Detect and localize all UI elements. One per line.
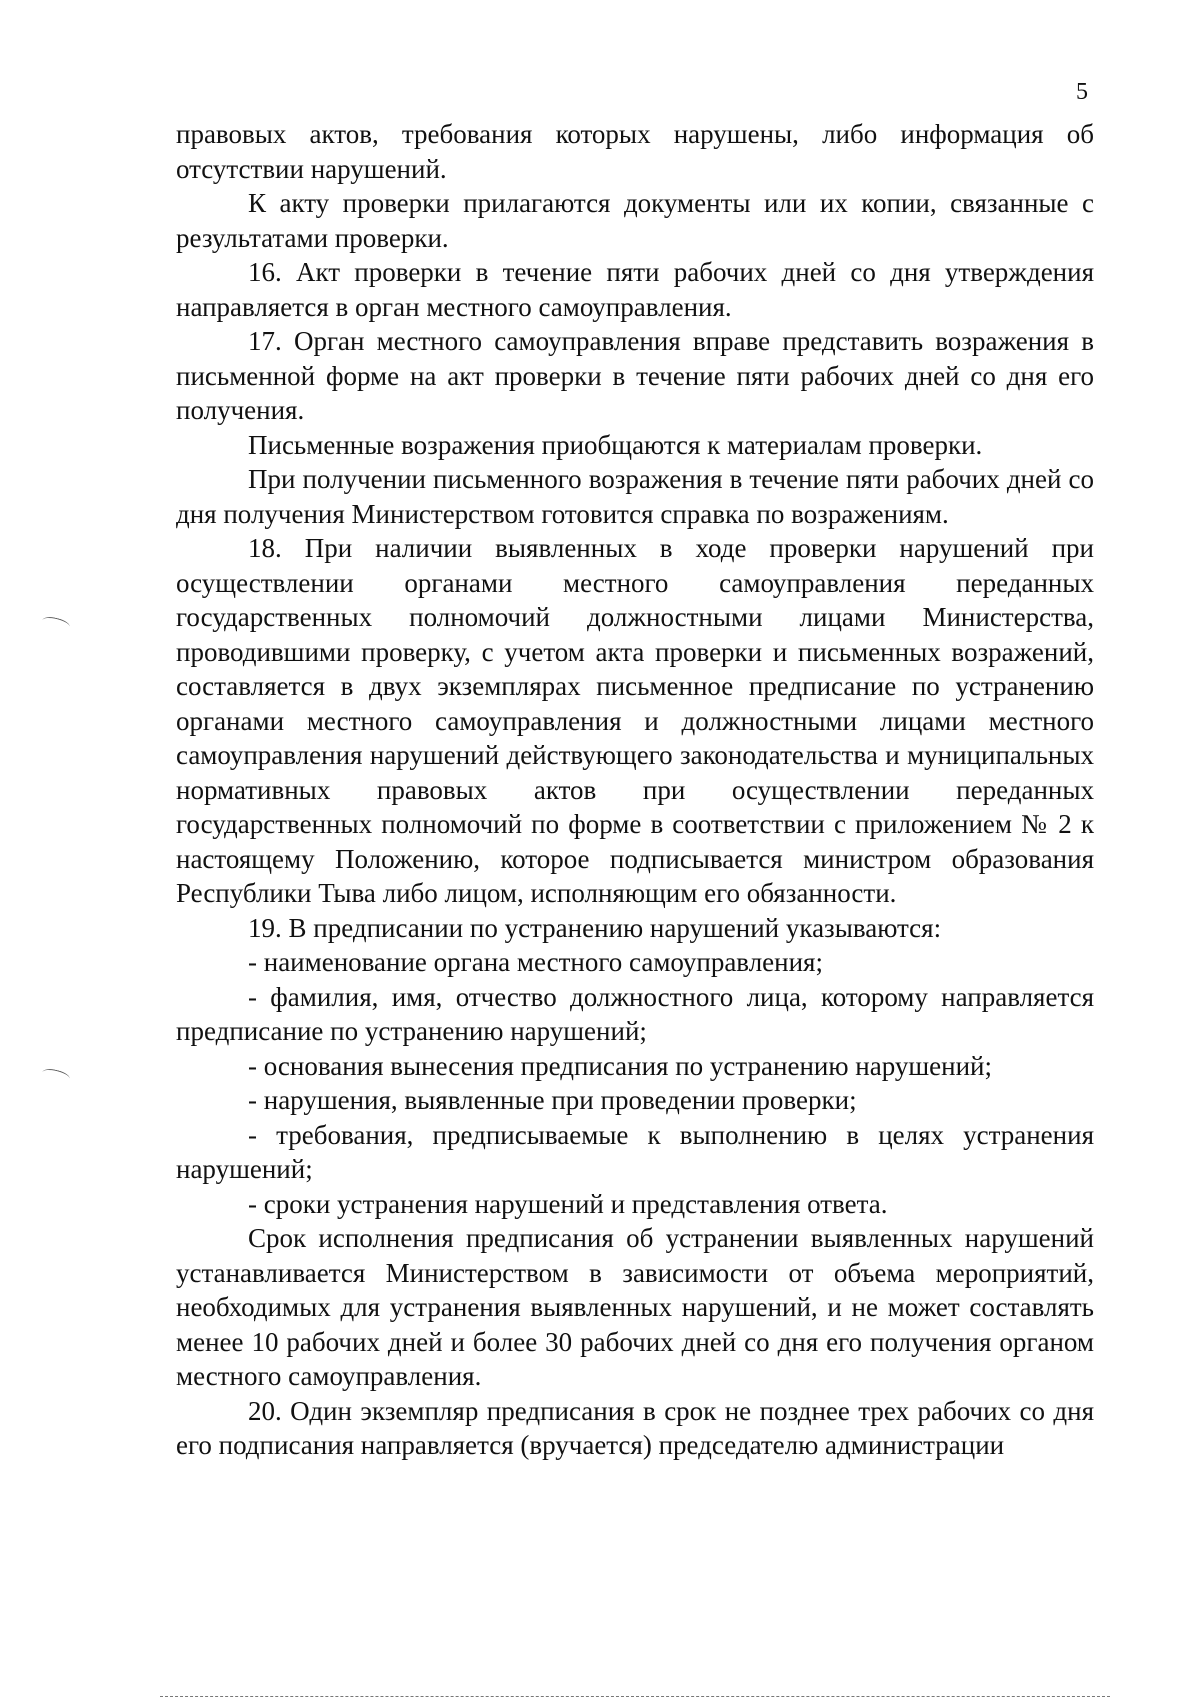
- page-number: 5: [1076, 79, 1088, 105]
- paragraph-item-16: 16. Акт проверки в течение пяти рабочих дней со дня утверждения направляется в орган местного самоуправления.: [176, 257, 1094, 322]
- list-item: - наименование органа местного самоуправления;: [248, 947, 823, 977]
- paragraph-item-19: 19. В предписании по устранению нарушений указываются:: [248, 912, 942, 943]
- paragraph-item-20: 20. Один экземпляр предписания в срок не позднее трех рабочих со дня его подписания направляется (вручается) председателю администрации: [176, 1395, 1094, 1460]
- paragraph-item-18: 18. При наличии выявленных в ходе проверки нарушений при осуществлении органами местного самоуправления переданных государственных полномочий должностными лицами Министерства, проводившими проверку, с учетом акта проверки и письменных возражений, составляется в двух экземплярах письменное предписание по устранению органами местного самоуправления и должностными лицами местного самоуправления нарушений действующего законодательства и муниципальных нормативных правовых актов при осуществлении переданных государственных полномочий по форме в соответствии с приложением № 2 к настоящему Положению, которое подписывается министром образования Республики Тыва либо лицом, исполняющим его обязанности.: [176, 533, 1094, 908]
- paragraph: правовых актов, требования которых нарушены, либо информация об отсутствии нарушений.: [176, 119, 1094, 184]
- paragraph: При получении письменного возражения в течение пяти рабочих дней со дня получения Министерством готовится справка по возражениям.: [176, 464, 1094, 529]
- scan-artifact: [41, 1067, 71, 1084]
- list-item: - требования, предписываемые к выполнению в целях устранения нарушений;: [176, 1119, 1094, 1184]
- list-item: - сроки устранения нарушений и представления ответа.: [248, 1188, 888, 1219]
- paragraph-item-17: 17. Орган местного самоуправления вправе представить возражения в письменной форме на акт проверки в течение пяти рабочих дней со дня его получения.: [176, 326, 1094, 425]
- list-item: - основания вынесения предписания по устранению нарушений;: [248, 1050, 992, 1081]
- document-body: [176, 117, 1094, 1463]
- list-item: - нарушения, выявленные при проведении проверки;: [248, 1085, 857, 1115]
- scan-artifact: [41, 615, 71, 632]
- paragraph: Письменные возражения приобщаются к материалам проверки.: [248, 429, 983, 460]
- list-item: - фамилия, имя, отчество должностного лица, которому направляется предписание по устранению нарушений;: [176, 981, 1094, 1046]
- paragraph: Срок исполнения предписания об устранении выявленных нарушений устанавливается Министерством в зависимости от объема мероприятий, необходимых для устранения выявленных нарушений, и не может составлять менее 10 рабочих дней и более 30 рабочих дней со дня его получения органом местного самоуправления.: [176, 1223, 1094, 1391]
- paragraph: К акту проверки прилагаются документы или их копии, связанные с результатами проверки.: [176, 188, 1094, 253]
- bottom-edge-line: [160, 1696, 1110, 1697]
